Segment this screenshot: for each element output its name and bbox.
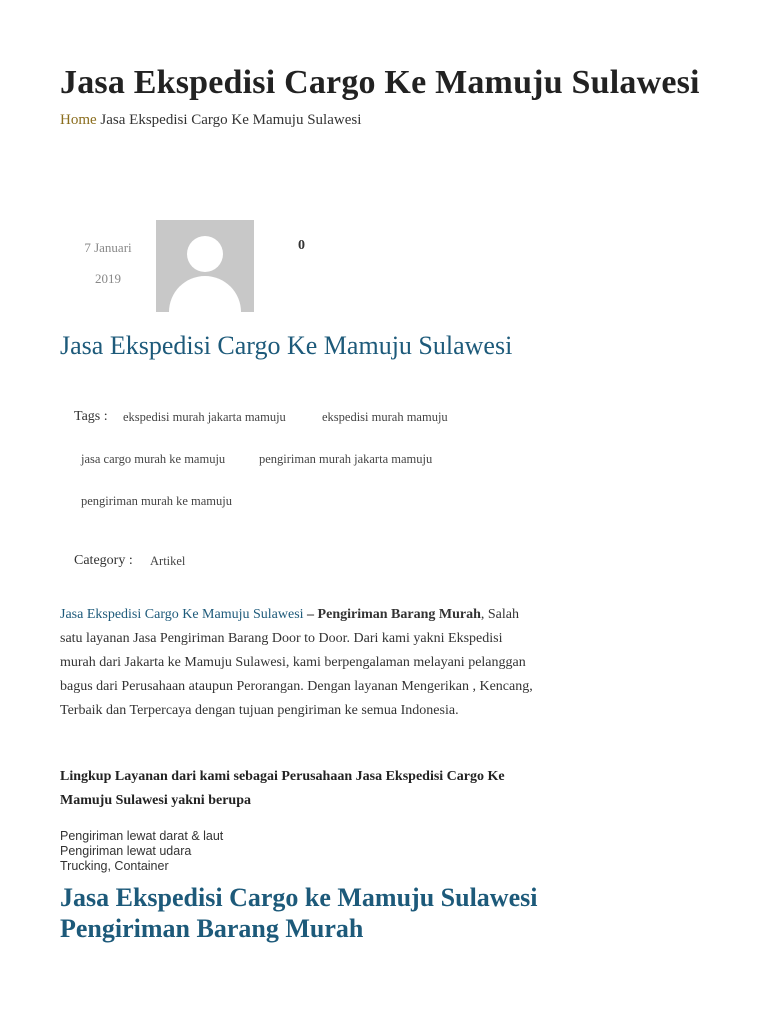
- tag-link[interactable]: jasa cargo murah ke mamuju: [81, 452, 226, 466]
- avatar-head-shape: [187, 236, 223, 272]
- breadcrumb-home-link[interactable]: Home: [60, 112, 97, 128]
- intro-paragraph: [60, 603, 536, 723]
- service-item: Trucking, Container: [60, 859, 169, 873]
- breadcrumb-current: Jasa Ekspedisi Cargo Ke Mamuju Sulawesi: [100, 112, 362, 128]
- page-title: Jasa Ekspedisi Cargo Ke Mamuju Sulawesi: [60, 64, 700, 101]
- tags-label: Tags :: [74, 409, 108, 424]
- post-date-day-month: 7 Januari: [84, 240, 132, 255]
- tag-link[interactable]: pengiriman murah jakarta mamuju: [259, 452, 433, 466]
- intro-link[interactable]: Jasa Ekspedisi Cargo Ke Mamuju Sulawesi: [60, 607, 304, 622]
- post-date-year: 2019: [95, 271, 121, 286]
- avatar-body-shape: [169, 276, 241, 312]
- scope-heading: Lingkup Layanan dari kami sebagai Perusahaan Jasa Ekspedisi Cargo Ke Mamuju Sulawesi yakni berupa: [60, 769, 505, 808]
- services-list: [60, 829, 223, 874]
- section-title: Jasa Ekspedisi Cargo ke Mamuju Sulawesi Pengiriman Barang Murah: [60, 883, 538, 943]
- service-item: Pengiriman lewat darat & laut: [60, 829, 224, 843]
- category-link[interactable]: Artikel: [150, 554, 186, 568]
- service-item: Pengiriman lewat udara: [60, 844, 192, 858]
- breadcrumb: [60, 112, 361, 129]
- intro-text: , Salah satu layanan Jasa Pengiriman Barang Door to Door. Dari kami yakni Ekspedisi murah dari Jakarta ke Mamuju Sulawesi, kami berpengalaman melayani pelanggan bagus dari Perusahaan ataupun Perorangan. Dengan layanan Mengerikan , Kencang, Terbaik dan Terpercaya dengan tujuan pengiriman ke semua Indonesia.: [60, 607, 533, 718]
- post-title: Jasa Ekspedisi Cargo Ke Mamuju Sulawesi: [60, 331, 513, 360]
- tag-link[interactable]: ekspedisi murah jakarta mamuju: [123, 410, 286, 424]
- category-label: Category :: [74, 553, 133, 568]
- tag-link[interactable]: pengiriman murah ke mamuju: [81, 494, 233, 508]
- author-avatar-icon[interactable]: [156, 220, 254, 312]
- comment-count[interactable]: 0: [298, 238, 305, 253]
- tag-link[interactable]: ekspedisi murah mamuju: [322, 410, 448, 424]
- post-date: [74, 232, 142, 294]
- intro-bold-text: – Pengiriman Barang Murah: [303, 607, 481, 622]
